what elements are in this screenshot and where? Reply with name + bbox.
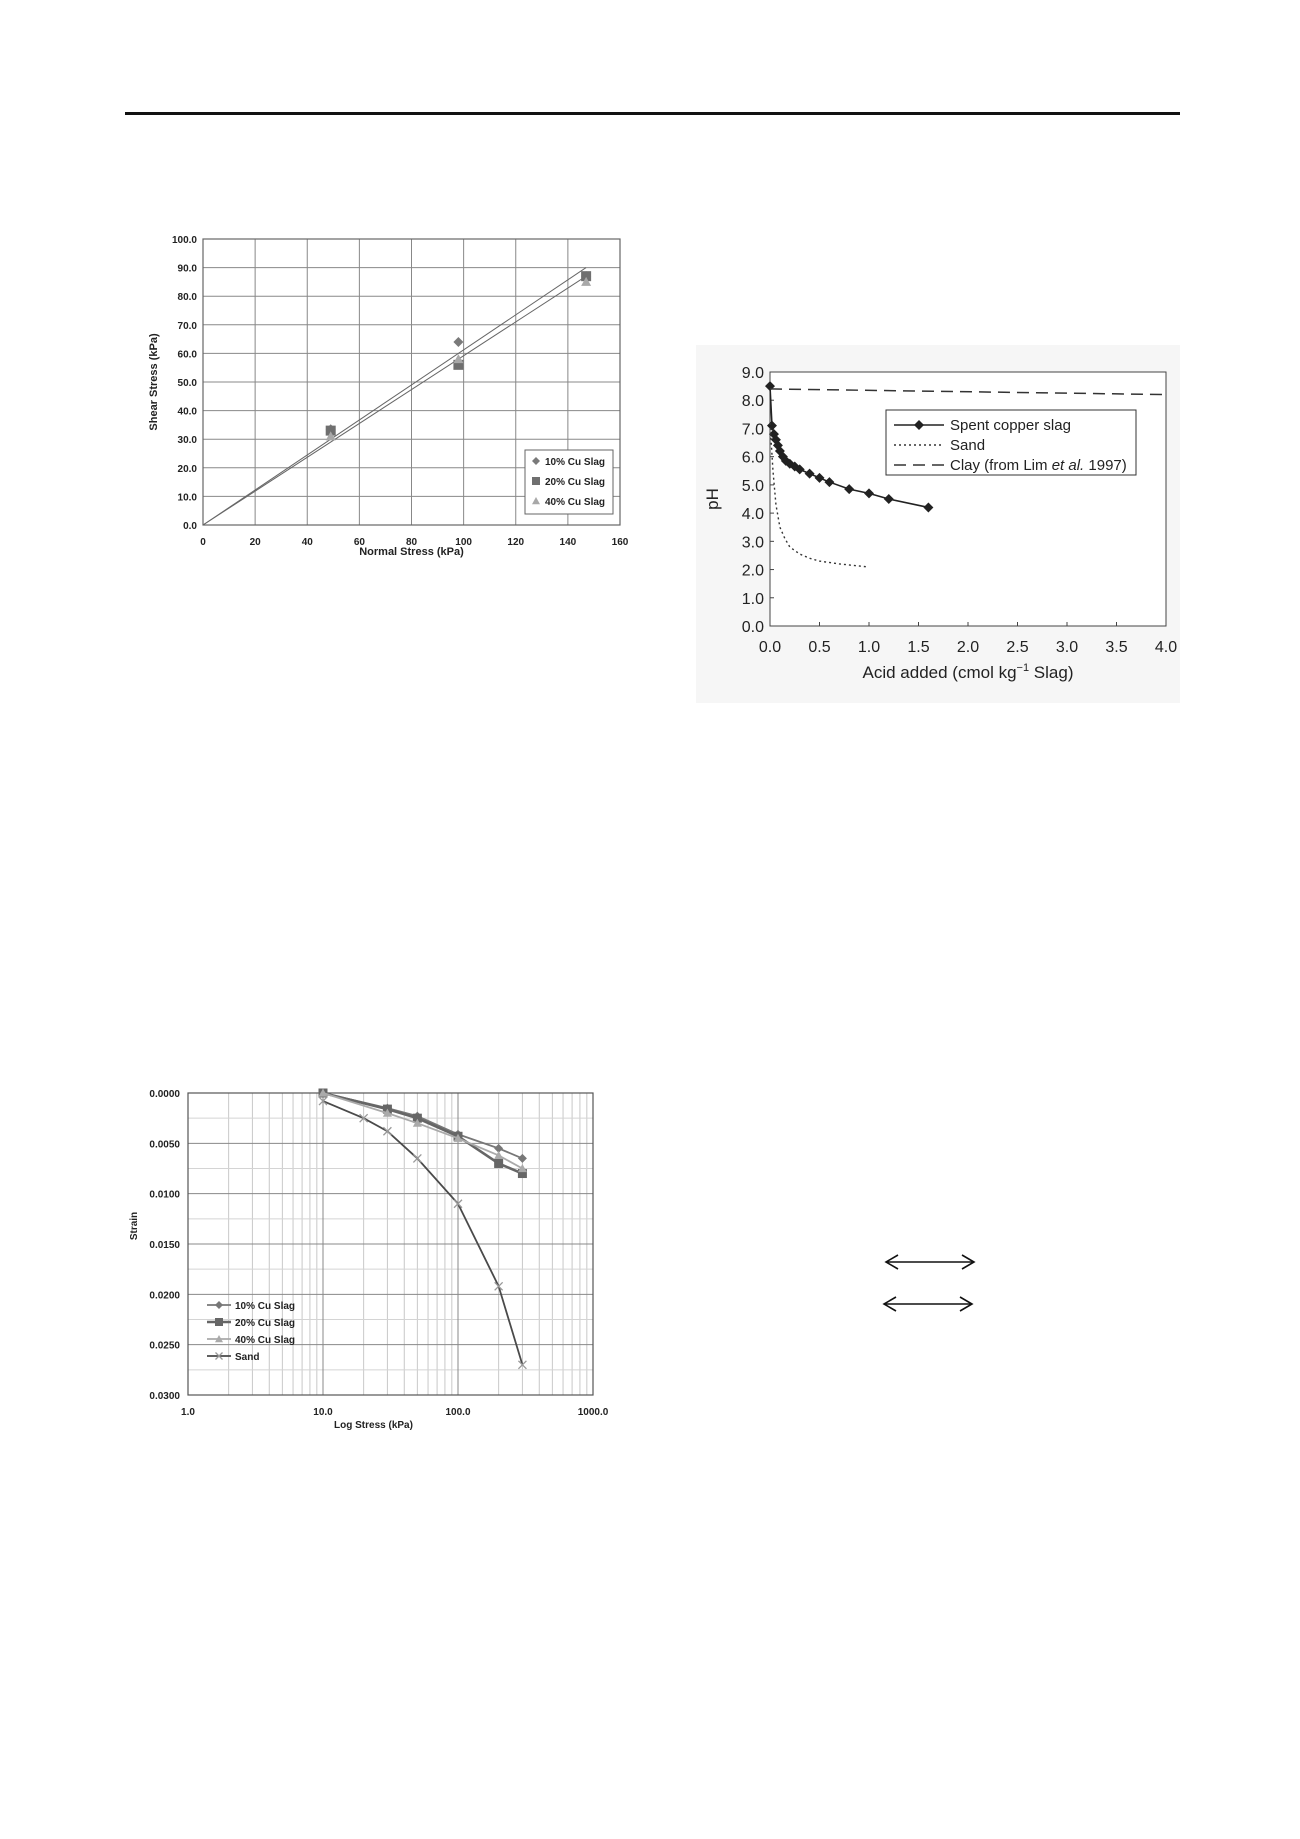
x-tick-label: 10.0 [313, 1407, 333, 1418]
legend-label: Sand [950, 437, 986, 454]
legend-label: Sand [235, 1352, 260, 1363]
x-tick-label: 1.0 [181, 1407, 195, 1418]
y-tick-label: 0.0300 [149, 1391, 180, 1402]
y-tick-label: 0.0100 [149, 1189, 180, 1201]
y-tick-label: 30.0 [177, 435, 197, 447]
y-tick-label: 5.0 [741, 477, 764, 495]
series-line [323, 1093, 522, 1174]
header-rule [125, 112, 1180, 115]
series-line [323, 1093, 522, 1169]
y-tick-label: 50.0 [177, 378, 197, 389]
y-tick-label: 40.0 [177, 406, 197, 418]
x-tick-label: 120 [507, 537, 525, 548]
y-tick-label: 0.0000 [149, 1089, 180, 1100]
x-tick-label: 2.0 [956, 639, 980, 656]
double-arrow-icon [880, 1294, 976, 1314]
x-tick-label: 3.0 [1055, 639, 1079, 656]
y-tick-label: 70.0 [177, 320, 197, 332]
x-tick-label: 100.0 [445, 1407, 471, 1418]
data-point [494, 1159, 503, 1168]
legend-label: 10% Cu Slag [235, 1301, 296, 1312]
x-tick-label: 20 [249, 537, 261, 548]
series-line [323, 1101, 522, 1365]
x-tick-label: 140 [559, 537, 577, 548]
y-tick-label: 0.0150 [149, 1240, 180, 1251]
x-axis-label: Acid added (cmol $kg^{-1}$ Slag) [862, 662, 1074, 682]
legend-label: Spent copper slag [950, 417, 1071, 434]
legend-label: 40% Cu Slag [235, 1335, 296, 1346]
y-axis-label: Shear Stress (kPa) [148, 333, 160, 431]
y-tick-label: 2.0 [741, 562, 764, 580]
y-tick-label: 8.0 [741, 393, 764, 411]
y-tick-label: 0.0250 [149, 1340, 180, 1352]
shear-stress-chart [140, 225, 640, 570]
x-tick-label: 0.0 [758, 639, 782, 656]
y-tick-label: 7.0 [741, 421, 764, 439]
y-tick-label: 100.0 [171, 235, 197, 246]
legend-label: 40% Cu Slag [545, 497, 606, 508]
x-tick-label: 1000.0 [577, 1407, 609, 1418]
y-tick-label: 90.0 [177, 263, 197, 275]
y-tick-label: 3.0 [741, 534, 764, 552]
y-tick-label: 0.0 [183, 521, 197, 532]
legend-marker [532, 477, 540, 485]
x-tick-label: 1.5 [907, 639, 930, 656]
legend-label: 20% Cu Slag [545, 477, 606, 488]
legend-label: 10% Cu Slag [545, 457, 606, 468]
x-tick-label: 4.0 [1154, 639, 1178, 656]
x-tick-label: 80 [405, 537, 418, 548]
data-point [518, 1154, 527, 1163]
y-tick-label: 0.0050 [149, 1139, 180, 1151]
x-tick-label: 0.5 [808, 639, 831, 656]
y-tick-label: 4.0 [741, 506, 764, 524]
y-tick-label: 80.0 [177, 292, 197, 304]
y-tick-label: 9.0 [741, 365, 764, 382]
legend-label: 20% Cu Slag [235, 1318, 296, 1329]
x-tick-label: 60 [353, 537, 365, 548]
y-tick-label: 6.0 [741, 449, 764, 467]
x-axis-label: Normal Stress (kPa) [359, 546, 464, 558]
y-axis-label: pH [703, 488, 722, 510]
y-tick-label: 20.0 [177, 463, 197, 475]
legend-marker [215, 1318, 223, 1326]
y-tick-label: 0.0 [741, 619, 764, 636]
x-tick-label: 0 [200, 537, 206, 548]
x-tick-label: 1.0 [857, 639, 881, 656]
strain-log-stress-chart [120, 1075, 620, 1460]
double-arrow-icon [882, 1252, 978, 1272]
y-axis-label: Strain [129, 1211, 140, 1241]
x-tick-label: 40 [301, 537, 313, 548]
y-tick-label: 0.0200 [149, 1290, 180, 1302]
x-tick-label: 2.5 [1006, 639, 1029, 656]
x-tick-label: 100 [455, 537, 472, 548]
legend-label: Clay (from Lim et al. 1997) [950, 457, 1127, 474]
y-tick-label: 1.0 [741, 590, 764, 608]
y-tick-label: 10.0 [177, 492, 197, 504]
ph-acid-chart [696, 345, 1180, 703]
data-point [453, 337, 463, 347]
x-axis-label: Log Stress (kPa) [334, 1420, 413, 1431]
legend-marker [215, 1301, 223, 1309]
x-tick-label: 3.5 [1105, 639, 1128, 656]
x-tick-label: 160 [611, 537, 629, 548]
y-tick-label: 60.0 [177, 349, 197, 361]
